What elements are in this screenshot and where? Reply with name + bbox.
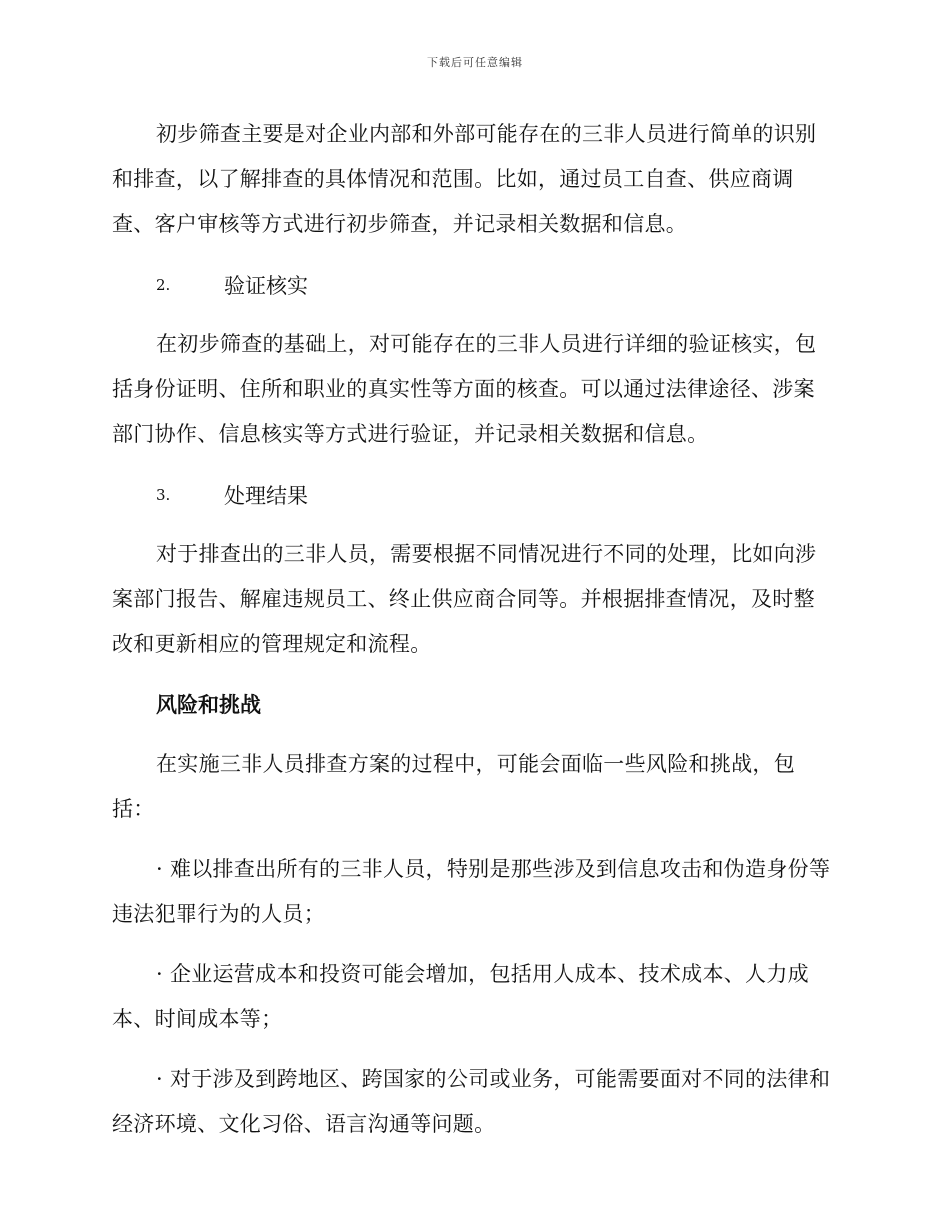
paragraph-handling-result: 对于排查出的三非人员，需要根据不同情况进行不同的处理，比如向涉案部门报告、解雇违规员工、终止供应商合同等。并根据排查情况，及时整改和更新相应的管理规定和流程。 [112,542,817,656]
paragraph-verification: 在初步筛查的基础上，对可能存在的三非人员进行详细的验证核实，包括身份证明、住所和职业的真实性等方面的核查。可以通过法律途径、涉案部门协作、信息核实等方式进行验证，并记录相关数据和信息。 [112,332,817,446]
heading-verification [112,262,832,307]
document-body [112,112,832,1162]
page-header: 下载后可任意编辑 [427,56,523,69]
list-item: · 企业运营成本和投资可能会增加，包括用人成本、技术成本、人力成本、时间成本等； [112,962,809,1031]
heading-title: 处理结果 [224,483,308,508]
paragraph-risks-intro: 在实施三非人员排查方案的过程中，可能会面临一些风险和挑战，包括： [112,752,795,821]
section-title-risks: 风险和挑战 [156,692,261,717]
heading-number: 2. [156,275,171,294]
heading-handling-result [112,472,832,517]
paragraph-initial-screening: 初步筛查主要是对企业内部和外部可能存在的三非人员进行简单的识别和排查，以了解排查的具体情况和范围。比如，通过员工自查、供应商调查、客户审核等方式进行初步筛查，并记录相关数据和信息。 [112,122,817,236]
list-item: · 难以排查出所有的三非人员，特别是那些涉及到信息攻击和伪造身份等违法犯罪行为的人员； [112,857,831,926]
heading-number: 3. [156,485,171,504]
list-item: · 对于涉及到跨地区、跨国家的公司或业务，可能需要面对不同的法律和经济环境、文化习俗、语言沟通等问题。 [112,1067,831,1136]
heading-title: 验证核实 [224,273,308,298]
